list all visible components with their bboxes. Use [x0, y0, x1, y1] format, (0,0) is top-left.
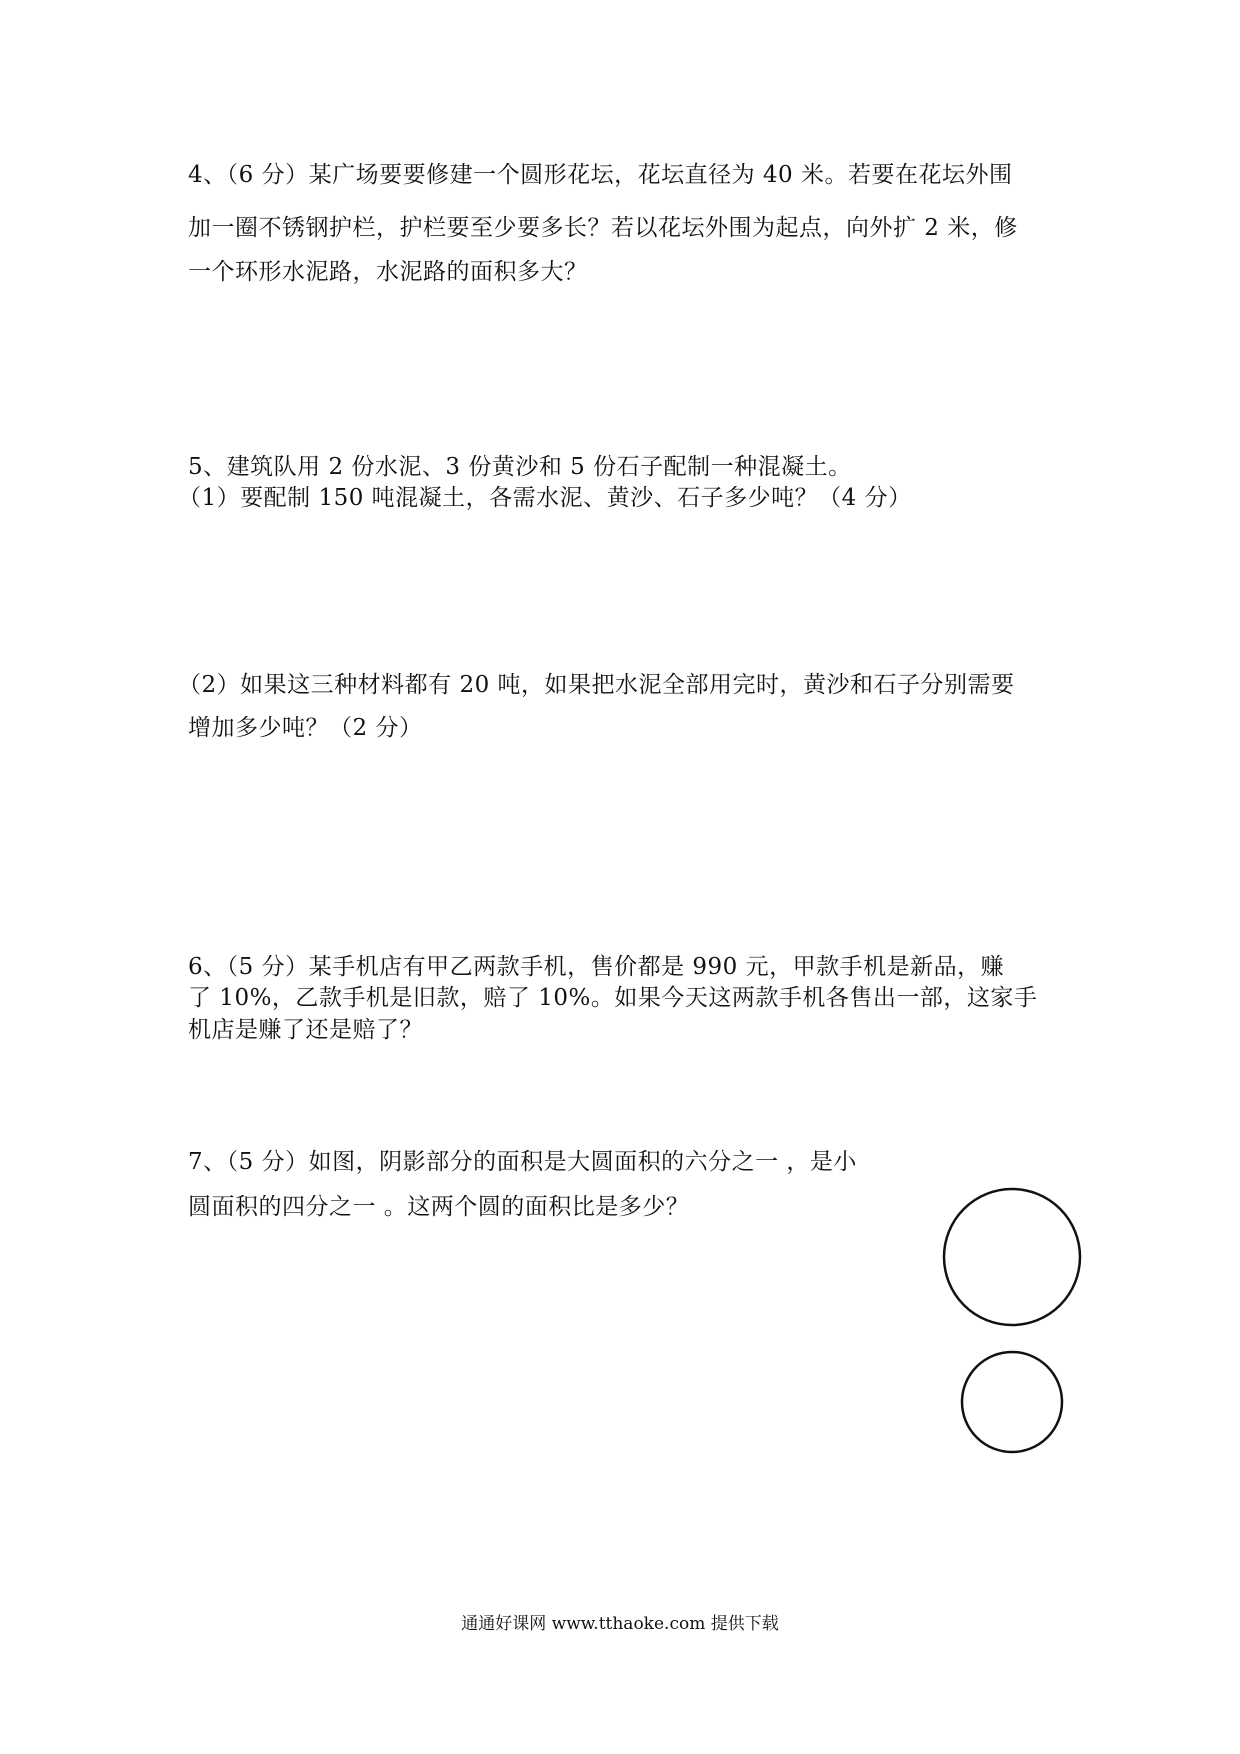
q5-intro: 5、建筑队用 2 份水泥、3 份黄沙和 5 份石子配制一种混凝土。	[188, 454, 852, 480]
q5-part-2-line-2: 增加多少吨？（2 分）	[188, 715, 423, 741]
q5-part-1: （1）要配制 150 吨混凝土，各需水泥、黄沙、石子多少吨？（4 分）	[178, 485, 912, 511]
q4-line-2: 加一圈不锈钢护栏，护栏要至少要多长？若以花坛外围为起点，向外扩 2 米，修	[188, 215, 1018, 241]
q5-part-2-line-1: （2）如果这三种材料都有 20 吨，如果把水泥全部用完时，黄沙和石子分别需要	[178, 672, 1015, 698]
large-circle	[944, 1189, 1080, 1325]
overlapping-circles-figure	[940, 1165, 1100, 1485]
q6-line-3: 机店是赚了还是赔了？	[188, 1017, 423, 1043]
q4-line-1: 4、（6 分）某广场要要修建一个圆形花坛，花坛直径为 40 米。若要在花坛外围	[188, 162, 1013, 188]
small-circle	[962, 1352, 1062, 1452]
q6-line-1: 6、（5 分）某手机店有甲乙两款手机，售价都是 990 元，甲款手机是新品，赚	[188, 954, 1005, 980]
q7-line-1: 7、（5 分）如图，阴影部分的面积是大圆面积的六分之一 ，是小	[188, 1149, 857, 1175]
q4-line-3: 一个环形水泥路，水泥路的面积多大？	[188, 259, 588, 285]
page-footer: 通通好课网 www.tthaoke.com 提供下载	[461, 1614, 779, 1634]
q6-line-2: 了 10%，乙款手机是旧款，赔了 10%。如果今天这两款手机各售出一部，这家手	[188, 985, 1038, 1011]
q7-line-2: 圆面积的四分之一 。这两个圆的面积比是多少？	[188, 1194, 690, 1220]
